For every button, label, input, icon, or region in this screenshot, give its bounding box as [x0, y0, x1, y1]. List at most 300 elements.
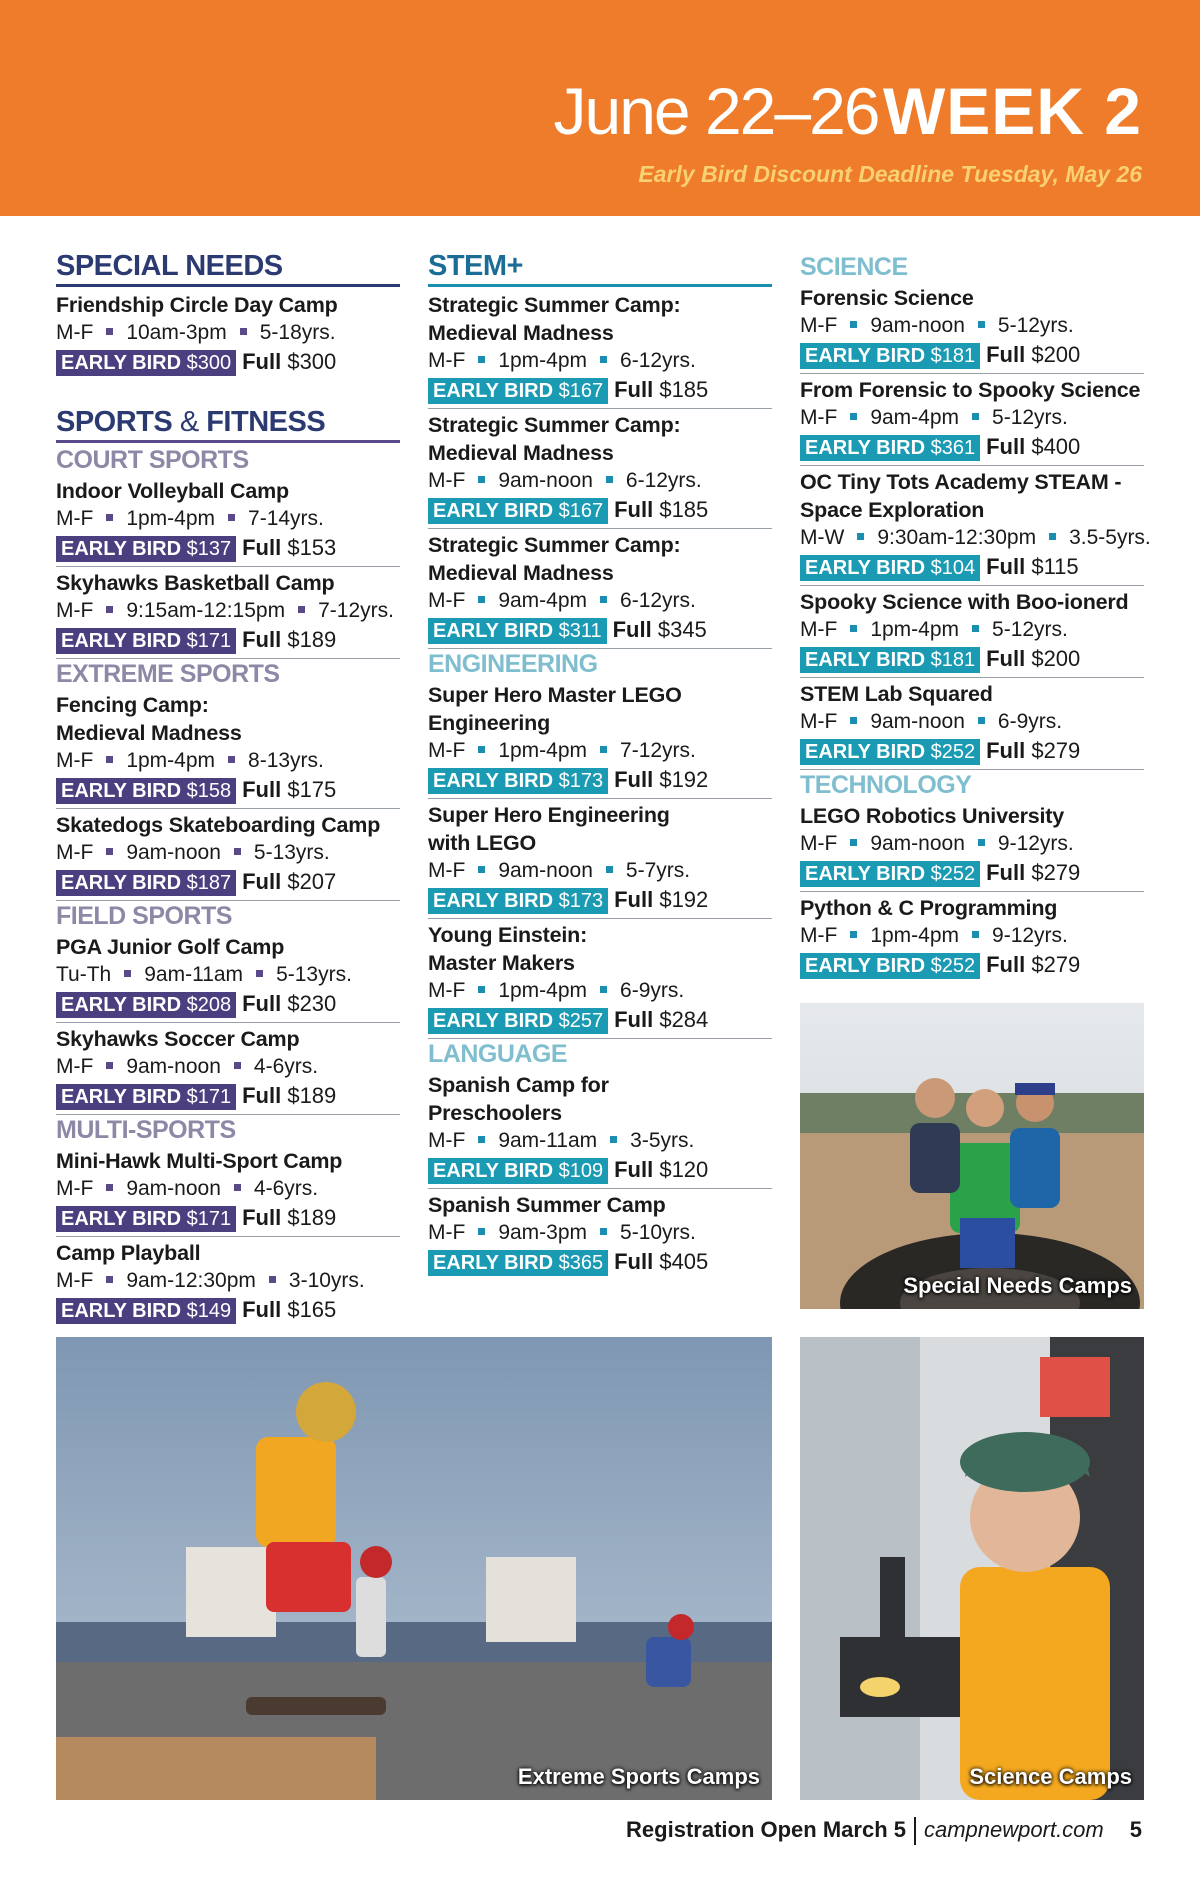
bullet-icon	[850, 717, 857, 724]
full-label: Full	[242, 1297, 282, 1322]
bullet-icon	[106, 328, 113, 335]
camp-name: Super Hero Engineering	[428, 803, 670, 827]
full-price	[242, 627, 336, 652]
early-bird-price: $158	[186, 780, 232, 802]
full-price-value: $345	[657, 617, 707, 642]
bullet-icon	[298, 606, 305, 613]
camp-ages: 5-12yrs.	[992, 618, 1068, 641]
early-bird-badge	[800, 739, 980, 765]
camp-entry	[800, 374, 1144, 466]
early-bird-badge	[56, 536, 236, 562]
early-bird-price: $171	[186, 1208, 232, 1230]
camp-entry	[56, 809, 400, 901]
camp-ages: 3-10yrs.	[288, 1269, 365, 1292]
full-price	[614, 767, 708, 792]
full-price-value: $279	[1031, 952, 1081, 977]
early-bird-badge	[800, 435, 980, 461]
bullet-icon	[600, 356, 607, 363]
early-bird-label: EARLY BIRD	[805, 741, 926, 763]
full-price-value: $185	[659, 377, 709, 402]
camp-entry	[428, 919, 772, 1039]
footer-divider	[914, 1817, 916, 1845]
early-bird-price: $311	[558, 620, 602, 642]
full-price-value: $120	[659, 1157, 709, 1182]
early-bird-price: $109	[558, 1160, 604, 1182]
page-header	[0, 0, 1200, 216]
extreme-sports-photo	[56, 1337, 772, 1800]
bullet-icon	[600, 986, 607, 993]
camp-entry	[428, 799, 772, 919]
full-price	[614, 1157, 708, 1182]
camp-days: M-F	[428, 349, 466, 372]
bullet-icon	[234, 1062, 241, 1069]
special-needs-section	[56, 250, 400, 380]
early-bird-price: $173	[558, 770, 604, 792]
camp-days: M-F	[800, 924, 838, 947]
full-price-value: $175	[287, 777, 337, 802]
bullet-icon	[850, 839, 857, 846]
camp-name: Spooky Science with Boo-ionerd	[800, 590, 1129, 614]
camp-entry	[800, 466, 1151, 586]
camp-name: Fencing Camp:	[56, 693, 209, 717]
full-label: Full	[614, 887, 654, 912]
camp-entry	[428, 409, 772, 529]
week-title	[553, 74, 1143, 148]
full-label: Full	[242, 777, 282, 802]
full-price	[614, 1249, 708, 1274]
camp-pricing	[800, 645, 1144, 673]
camp-time: 9am-noon	[870, 832, 965, 855]
full-price	[242, 535, 336, 560]
full-price	[614, 1007, 708, 1032]
camp-name: Medieval Madness	[428, 561, 614, 585]
camp-time: 1pm-4pm	[498, 349, 588, 372]
camp-time: 1pm-4pm	[870, 924, 960, 947]
camp-pricing	[428, 766, 772, 794]
camp-ages: 5-12yrs.	[992, 406, 1068, 429]
full-price	[986, 342, 1080, 367]
camp-schedule	[428, 587, 772, 615]
full-price-value: $192	[659, 767, 709, 792]
full-label: Full	[986, 860, 1026, 885]
camp-schedule	[800, 404, 1144, 432]
camp-days: M-F	[800, 832, 838, 855]
early-bird-badge	[56, 1298, 236, 1324]
bullet-icon	[600, 596, 607, 603]
camp-name: Skyhawks Soccer Camp	[56, 1027, 300, 1051]
camp-schedule	[56, 319, 400, 347]
camp-days: M-F	[428, 589, 466, 612]
full-label: Full	[614, 1249, 654, 1274]
camp-pricing	[800, 951, 1144, 979]
camp-entry	[56, 289, 400, 380]
sports-fitness-section	[56, 406, 400, 1328]
camp-ages: 4-6yrs.	[253, 1055, 319, 1078]
bullet-icon	[850, 625, 857, 632]
full-price-value: $284	[659, 1007, 709, 1032]
full-price	[242, 1297, 336, 1322]
bullet-icon	[234, 848, 241, 855]
full-price-value: $200	[1031, 342, 1081, 367]
camp-name: Strategic Summer Camp:	[428, 293, 681, 317]
camp-pricing	[56, 1082, 400, 1110]
registration-note: Registration Open March 5	[626, 1817, 906, 1842]
bullet-icon	[478, 986, 485, 993]
camp-schedule	[800, 616, 1144, 644]
bullet-icon	[978, 839, 985, 846]
early-bird-label: EARLY BIRD	[433, 1160, 554, 1182]
page-number: 5	[1129, 1817, 1142, 1842]
photo-caption: Special Needs Camps	[903, 1273, 1132, 1298]
full-price-value: $115	[1031, 554, 1079, 579]
full-label: Full	[242, 1205, 282, 1230]
camp-entry	[800, 586, 1144, 678]
camp-entry	[56, 1023, 400, 1115]
camp-schedule	[56, 1053, 400, 1081]
camp-schedule	[56, 839, 400, 867]
week-number: WEEK 2	[882, 74, 1142, 148]
camp-schedule	[56, 1175, 400, 1203]
full-price-value: $300	[287, 349, 337, 374]
early-bird-badge	[800, 555, 980, 581]
camp-schedule	[428, 1219, 772, 1247]
early-bird-label: EARLY BIRD	[805, 557, 926, 579]
early-bird-deadline: Early Bird Discount Deadline Tuesday, May 26	[638, 161, 1142, 187]
full-price	[614, 887, 708, 912]
camp-name: Camp Playball	[56, 1241, 201, 1265]
bullet-icon	[478, 1228, 485, 1235]
full-price-value: $405	[659, 1249, 709, 1274]
bullet-icon	[972, 413, 979, 420]
early-bird-price: $173	[558, 890, 604, 912]
camp-pricing	[428, 376, 772, 404]
camp-ages: 3-5yrs.	[630, 1129, 695, 1152]
camp-schedule	[800, 708, 1144, 736]
camp-pricing	[56, 1204, 400, 1232]
camp-time: 9am-11am	[144, 963, 244, 986]
camp-name: Spanish Camp for	[428, 1073, 609, 1097]
early-bird-badge	[800, 343, 980, 369]
camp-time: 10am-3pm	[126, 321, 227, 344]
camp-days: M-F	[56, 321, 94, 344]
camp-time: 1pm-4pm	[126, 507, 216, 530]
full-price	[986, 434, 1080, 459]
full-price	[986, 860, 1080, 885]
section-title: STEM+	[428, 250, 772, 287]
website-link[interactable]: campnewport.com	[924, 1817, 1104, 1842]
early-bird-price: $252	[930, 741, 976, 763]
camp-entry	[56, 567, 400, 659]
camp-days: M-F	[428, 469, 466, 492]
early-bird-label: EARLY BIRD	[433, 1252, 554, 1274]
bullet-icon	[478, 1136, 485, 1143]
camp-time: 9am-3pm	[498, 1221, 588, 1244]
camp-pricing	[428, 1248, 772, 1276]
camp-ages: 8-13yrs.	[248, 749, 324, 772]
camp-pricing	[428, 496, 772, 524]
camp-time: 9am-11am	[498, 1129, 598, 1152]
camp-name: From Forensic to Spooky Science	[800, 378, 1141, 402]
early-bird-price: $252	[930, 863, 976, 885]
early-bird-badge	[428, 378, 608, 404]
kids-on-tire-image	[800, 1003, 1144, 1309]
camp-time: 9am-noon	[126, 1177, 221, 1200]
full-price-value: $279	[1031, 738, 1081, 763]
camp-ages: 9-12yrs.	[992, 924, 1068, 947]
camp-time: 9:15am-12:15pm	[126, 599, 286, 622]
bullet-icon	[124, 970, 131, 977]
camp-time: 9am-12:30pm	[126, 1269, 256, 1292]
early-bird-badge	[800, 861, 980, 887]
camp-ages: 6-9yrs.	[620, 979, 685, 1002]
camp-entry	[56, 1237, 400, 1328]
camp-name: Forensic Science	[800, 286, 974, 310]
camp-name: Skatedogs Skateboarding Camp	[56, 813, 381, 837]
camp-days: M-F	[56, 1269, 94, 1292]
camp-ages: 6-9yrs.	[997, 710, 1063, 733]
bullet-icon	[106, 848, 113, 855]
camp-pricing	[56, 868, 400, 896]
early-bird-badge	[56, 778, 236, 804]
camp-days: M-F	[56, 1055, 94, 1078]
full-price-value: $200	[1031, 646, 1081, 671]
bullet-icon	[478, 476, 485, 483]
camp-entry	[56, 931, 400, 1023]
camp-name: Strategic Summer Camp:	[428, 413, 681, 437]
bullet-icon	[610, 1136, 617, 1143]
camp-pricing	[56, 990, 400, 1018]
camp-ages: 6-12yrs.	[620, 589, 696, 612]
camp-schedule	[428, 857, 772, 885]
camp-time: 1pm-4pm	[498, 739, 588, 762]
bullet-icon	[850, 321, 857, 328]
full-price-value: $207	[287, 869, 337, 894]
full-price-value: $165	[287, 1297, 337, 1322]
camp-ages: 6-12yrs.	[620, 349, 696, 372]
camp-ages: 7-12yrs.	[318, 599, 394, 622]
full-price	[986, 738, 1080, 763]
early-bird-price: $171	[186, 1086, 232, 1108]
early-bird-label: EARLY BIRD	[433, 620, 554, 642]
full-label: Full	[242, 991, 282, 1016]
camp-pricing	[800, 433, 1144, 461]
camp-ages: 7-14yrs.	[248, 507, 324, 530]
early-bird-badge	[428, 498, 608, 524]
early-bird-badge	[428, 1008, 608, 1034]
photo-caption: Science Camps	[969, 1764, 1132, 1789]
early-bird-badge	[56, 1084, 236, 1110]
full-label: Full	[614, 1007, 654, 1032]
camp-entry	[56, 475, 400, 567]
camp-ages: 5-13yrs.	[253, 841, 330, 864]
camp-time: 9am-noon	[498, 859, 593, 882]
bullet-icon	[234, 1184, 241, 1191]
camp-pricing	[800, 737, 1144, 765]
early-bird-label: EARLY BIRD	[805, 955, 926, 977]
camp-name: Medieval Madness	[428, 441, 614, 465]
column-middle	[428, 250, 772, 1280]
early-bird-price: $208	[186, 994, 232, 1016]
early-bird-price: $137	[186, 538, 232, 560]
early-bird-label: EARLY BIRD	[61, 352, 182, 374]
full-price-value: $230	[287, 991, 337, 1016]
early-bird-badge	[428, 618, 607, 644]
camp-days: M-F	[800, 710, 838, 733]
full-label: Full	[986, 434, 1026, 459]
camp-schedule	[800, 312, 1144, 340]
camp-days: M-F	[428, 1129, 466, 1152]
camp-ages: 7-12yrs.	[620, 739, 696, 762]
full-label: Full	[614, 767, 654, 792]
camp-ages: 5-7yrs.	[625, 859, 691, 882]
subsection-title: LANGUAGE	[428, 1040, 568, 1068]
early-bird-label: EARLY BIRD	[61, 872, 182, 894]
early-bird-label: EARLY BIRD	[805, 863, 926, 885]
bullet-icon	[978, 717, 985, 724]
bullet-icon	[106, 606, 113, 613]
bullet-icon	[850, 413, 857, 420]
camp-ages: 6-12yrs.	[625, 469, 702, 492]
bullet-icon	[240, 328, 247, 335]
early-bird-price: $300	[186, 352, 232, 374]
camp-ages: 4-6yrs.	[253, 1177, 319, 1200]
camp-name: Python & C Programming	[800, 896, 1058, 920]
full-price	[242, 869, 336, 894]
camp-days: M-F	[800, 314, 838, 337]
full-price	[986, 646, 1080, 671]
full-label: Full	[986, 554, 1026, 579]
subsection-title: MULTI-SPORTS	[56, 1116, 236, 1144]
early-bird-label: EARLY BIRD	[61, 630, 182, 652]
bullet-icon	[850, 931, 857, 938]
page-footer	[626, 1817, 1142, 1845]
full-price-value: $192	[659, 887, 709, 912]
bullet-icon	[606, 866, 613, 873]
full-label: Full	[614, 377, 654, 402]
early-bird-badge	[800, 647, 980, 673]
camp-name: Strategic Summer Camp:	[428, 533, 681, 557]
camp-days: M-F	[56, 1177, 94, 1200]
full-label: Full	[614, 497, 654, 522]
camp-entry	[56, 1145, 400, 1237]
camp-days: M-F	[56, 749, 94, 772]
full-price-value: $185	[659, 497, 709, 522]
full-price-value: $189	[287, 1205, 337, 1230]
camp-days: M-F	[56, 841, 94, 864]
camp-time: 9am-noon	[126, 841, 221, 864]
section-title	[56, 406, 400, 443]
camp-pricing	[56, 626, 400, 654]
full-label: Full	[986, 342, 1026, 367]
camp-time: 1pm-4pm	[498, 979, 588, 1002]
camp-name: Medieval Madness	[56, 721, 242, 745]
full-label: Full	[242, 627, 282, 652]
bullet-icon	[256, 970, 263, 977]
camp-pricing	[800, 341, 1144, 369]
full-price	[242, 777, 336, 802]
early-bird-label: EARLY BIRD	[61, 538, 182, 560]
camp-name: Master Makers	[428, 951, 575, 975]
camp-schedule	[56, 1267, 400, 1295]
camp-pricing	[56, 776, 400, 804]
early-bird-price: $104	[930, 557, 976, 579]
full-price-value: $400	[1031, 434, 1081, 459]
early-bird-label: EARLY BIRD	[433, 500, 554, 522]
bullet-icon	[606, 476, 613, 483]
early-bird-price: $149	[186, 1300, 232, 1322]
camp-name: Friendship Circle Day Camp	[56, 293, 338, 317]
camp-time: 9am-noon	[498, 469, 593, 492]
bullet-icon	[478, 596, 485, 603]
camp-ages: 5-13yrs.	[276, 963, 352, 986]
camp-pricing	[800, 859, 1144, 887]
full-price-value: $153	[287, 535, 337, 560]
early-bird-badge	[428, 768, 608, 794]
bullet-icon	[478, 866, 485, 873]
full-label: Full	[614, 1157, 654, 1182]
early-bird-label: EARLY BIRD	[433, 380, 554, 402]
bullet-icon	[600, 1228, 607, 1235]
camp-pricing	[428, 1006, 772, 1034]
camp-pricing	[428, 1156, 772, 1184]
full-price-value: $189	[287, 627, 337, 652]
early-bird-label: EARLY BIRD	[433, 770, 554, 792]
camp-schedule	[800, 922, 1144, 950]
camp-name: Young Einstein:	[428, 923, 588, 947]
camp-entry	[800, 678, 1144, 770]
camp-time: 9:30am-12:30pm	[877, 526, 1037, 549]
full-price-value: $189	[287, 1083, 337, 1108]
full-price	[614, 377, 708, 402]
early-bird-price: $365	[558, 1252, 604, 1274]
science-photo	[800, 1337, 1144, 1800]
camp-days: M-W	[800, 526, 845, 549]
bullet-icon	[478, 746, 485, 753]
camp-pricing	[56, 348, 400, 376]
early-bird-price: $257	[558, 1010, 604, 1032]
bullet-icon	[972, 625, 979, 632]
camp-time: 9am-4pm	[498, 589, 588, 612]
camp-schedule	[56, 505, 400, 533]
camp-name: Space Exploration	[800, 498, 985, 522]
camp-days: Tu-Th	[56, 963, 112, 986]
bullet-icon	[106, 1184, 113, 1191]
camp-days: M-F	[428, 739, 466, 762]
camp-name: PGA Junior Golf Camp	[56, 935, 285, 959]
camp-days: M-F	[428, 1221, 466, 1244]
full-price	[613, 617, 707, 642]
camp-name: LEGO Robotics University	[800, 804, 1065, 828]
full-price	[614, 497, 708, 522]
early-bird-label: EARLY BIRD	[433, 1010, 554, 1032]
camp-ages: 9-12yrs.	[997, 832, 1074, 855]
full-label: Full	[242, 535, 282, 560]
section-title-part: SPORTS	[56, 406, 173, 438]
camp-days: M-F	[800, 618, 838, 641]
column-left	[56, 250, 400, 1328]
camp-name: Mini-Hawk Multi-Sport Camp	[56, 1149, 343, 1173]
subsection-title: SCIENCE	[800, 253, 908, 281]
full-label: Full	[242, 869, 282, 894]
bullet-icon	[972, 931, 979, 938]
full-price	[242, 349, 336, 374]
camp-schedule	[428, 347, 772, 375]
camp-time: 1pm-4pm	[870, 618, 960, 641]
week-dates: June 22–26	[553, 74, 879, 148]
bullet-icon	[978, 321, 985, 328]
early-bird-label: EARLY BIRD	[805, 437, 926, 459]
camp-name: Preschoolers	[428, 1101, 562, 1125]
